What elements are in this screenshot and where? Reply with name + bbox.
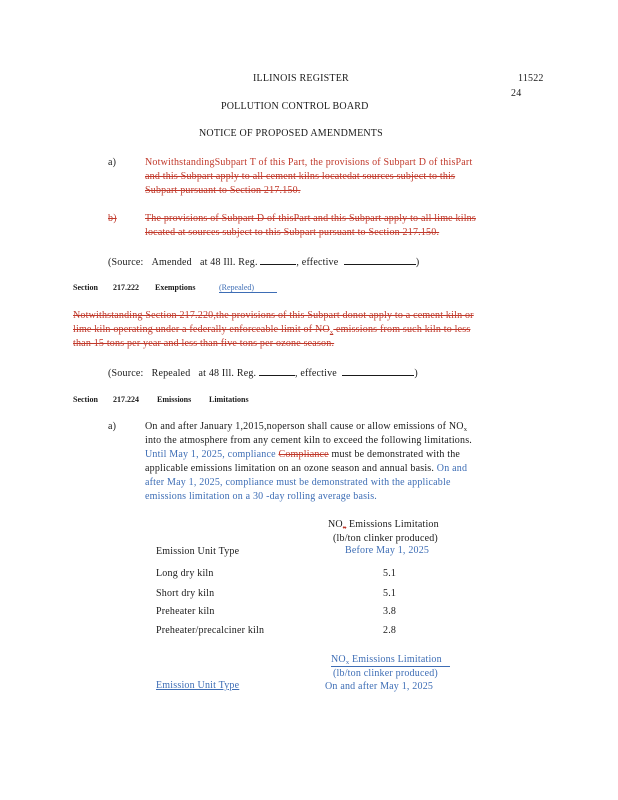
register-title: ILLINOIS REGISTER — [253, 73, 349, 84]
sec220-a-label: a) — [108, 157, 117, 168]
table1-row1-type: Long dry kiln — [156, 568, 214, 579]
source-prefix: (Source: — [108, 368, 144, 379]
sec222-repealed: (Repealed) — [219, 283, 277, 293]
sec220-a-line1: NotwithstandingSubpart T of this Part, the provisions of Subpart D of thisPart — [145, 157, 473, 168]
reg-page-blank — [260, 255, 296, 265]
sec224-a-line2: into the atmosphere from any cement kiln to exceed the following limitations. — [145, 435, 472, 446]
line4-text: applicable emissions limitation on an ozone season and annual basis. — [145, 463, 435, 474]
line4-inserted: On and — [436, 463, 468, 474]
sec222-para-line3: than 15 tons per year and less than five tons per ozone season. — [73, 338, 335, 349]
sec224-number: 217.224 — [113, 395, 139, 404]
table1-row3-type: Preheater kiln — [156, 606, 215, 617]
emissions-limitation-label: Emissions Limitation — [352, 654, 442, 665]
board-title: POLLUTION CONTROL BOARD — [221, 101, 369, 112]
sec224-a-line1 — [145, 421, 467, 433]
sec224-title: Emissions — [157, 395, 192, 404]
sec224-a-line5: after May 1, 2025, compliance must be demonstrated with the applicable — [145, 477, 451, 488]
table1-header-line1 — [328, 519, 439, 531]
line1-text: On and after January 1,2015,noperson shall cause or allow emissions of NO — [145, 421, 464, 432]
sec224-a-label: a) — [108, 421, 117, 432]
sec224-label: Section — [73, 395, 98, 404]
source-action: Repealed — [151, 368, 191, 379]
table1-row1-limit: 5.1 — [383, 568, 397, 579]
line3-rest: must be demonstrated with the — [331, 449, 461, 460]
sec222-number: 217.222 — [113, 283, 139, 292]
sec222-line2-part1: lime kiln operating under a federally enforceable limit of NO — [73, 324, 330, 335]
sec222-para-line1: Notwithstanding Section 217.220,the provisions of this Subpart donot apply to a cement kiln or — [73, 310, 474, 321]
nox-label: NO — [331, 654, 346, 665]
source-reg: at 48 Ill. Reg. — [199, 257, 258, 268]
sec220-a-line3: Subpart pursuant to Section 217.150. — [145, 185, 301, 196]
line3-inserted: Until May 1, 2025, compliance — [145, 449, 276, 460]
source-effective: , effective — [294, 368, 337, 379]
table1-col1-header: Emission Unit Type — [156, 546, 240, 557]
sec220-a-line2: and this Subpart apply to all cement kilns locatedat sources subject to this — [145, 171, 456, 182]
source-close: ) — [414, 368, 418, 379]
sec224-title2: Limitations — [209, 395, 249, 404]
sec222-label: Section — [73, 283, 98, 292]
page-number: 11522 — [518, 73, 544, 84]
effective-date-blank — [344, 255, 416, 265]
source-prefix: (Source: — [108, 257, 144, 268]
reg-page-blank — [259, 366, 295, 376]
table1-row4-type: Preheater/precalciner kiln — [156, 625, 265, 636]
sec220-b-label: b) — [108, 213, 117, 224]
table2-col1-header: Emission Unit Type — [156, 680, 240, 691]
source-effective: , effective — [296, 257, 339, 268]
nox-label: NO — [328, 519, 343, 530]
source-action: Amended — [151, 257, 192, 268]
sec220-source-note — [108, 255, 419, 268]
sec222-title: Exemptions — [155, 283, 196, 292]
sec224-a-line3 — [145, 449, 460, 460]
table1-header-line2: (lb/ton clinker produced) — [333, 533, 438, 544]
source-reg: at 48 Ill. Reg. — [198, 368, 257, 379]
table1-header-line3: Before May 1, 2025 — [345, 545, 430, 556]
table2-header-line3: On and after May 1, 2025 — [325, 681, 434, 692]
emissions-limitation-label: Emissions Limitation — [349, 519, 439, 530]
sec224-a-line6: emissions limitation on a 30 -day rolling average basis. — [145, 491, 377, 502]
table1-row2-limit: 5.1 — [383, 588, 397, 599]
effective-date-blank — [342, 366, 414, 376]
sec220-b-line1: The provisions of Subpart D of thisPart and this Subpart apply to all lime kilns — [145, 213, 476, 224]
nox-subscript: x — [463, 426, 468, 433]
sec222-line2-part2: emissions from such kiln to less — [336, 324, 471, 335]
nox-subscript: x — [345, 659, 350, 666]
sec220-b-line2: located at sources subject to this Subpart pursuant to Section 217.150. — [145, 227, 440, 238]
nox-subscript-deleted: x — [342, 524, 347, 531]
table2-header-line2: (lb/ton clinker produced) — [333, 668, 438, 679]
sec222-para-line2 — [73, 324, 470, 336]
nox-subscript: x — [329, 329, 334, 336]
table1-row2-type: Short dry kiln — [156, 588, 215, 599]
source-close: ) — [415, 257, 420, 268]
table1-row3-limit: 3.8 — [383, 606, 397, 617]
line3-deleted: Compliance — [278, 449, 329, 460]
notice-title: NOTICE OF PROPOSED AMENDMENTS — [199, 128, 383, 139]
sec224-a-line4 — [145, 463, 467, 474]
table2-header-line1 — [331, 654, 450, 667]
table1-row4-limit: 2.8 — [383, 625, 397, 636]
issue-number: 24 — [511, 88, 522, 99]
sec222-source-note — [108, 366, 418, 379]
